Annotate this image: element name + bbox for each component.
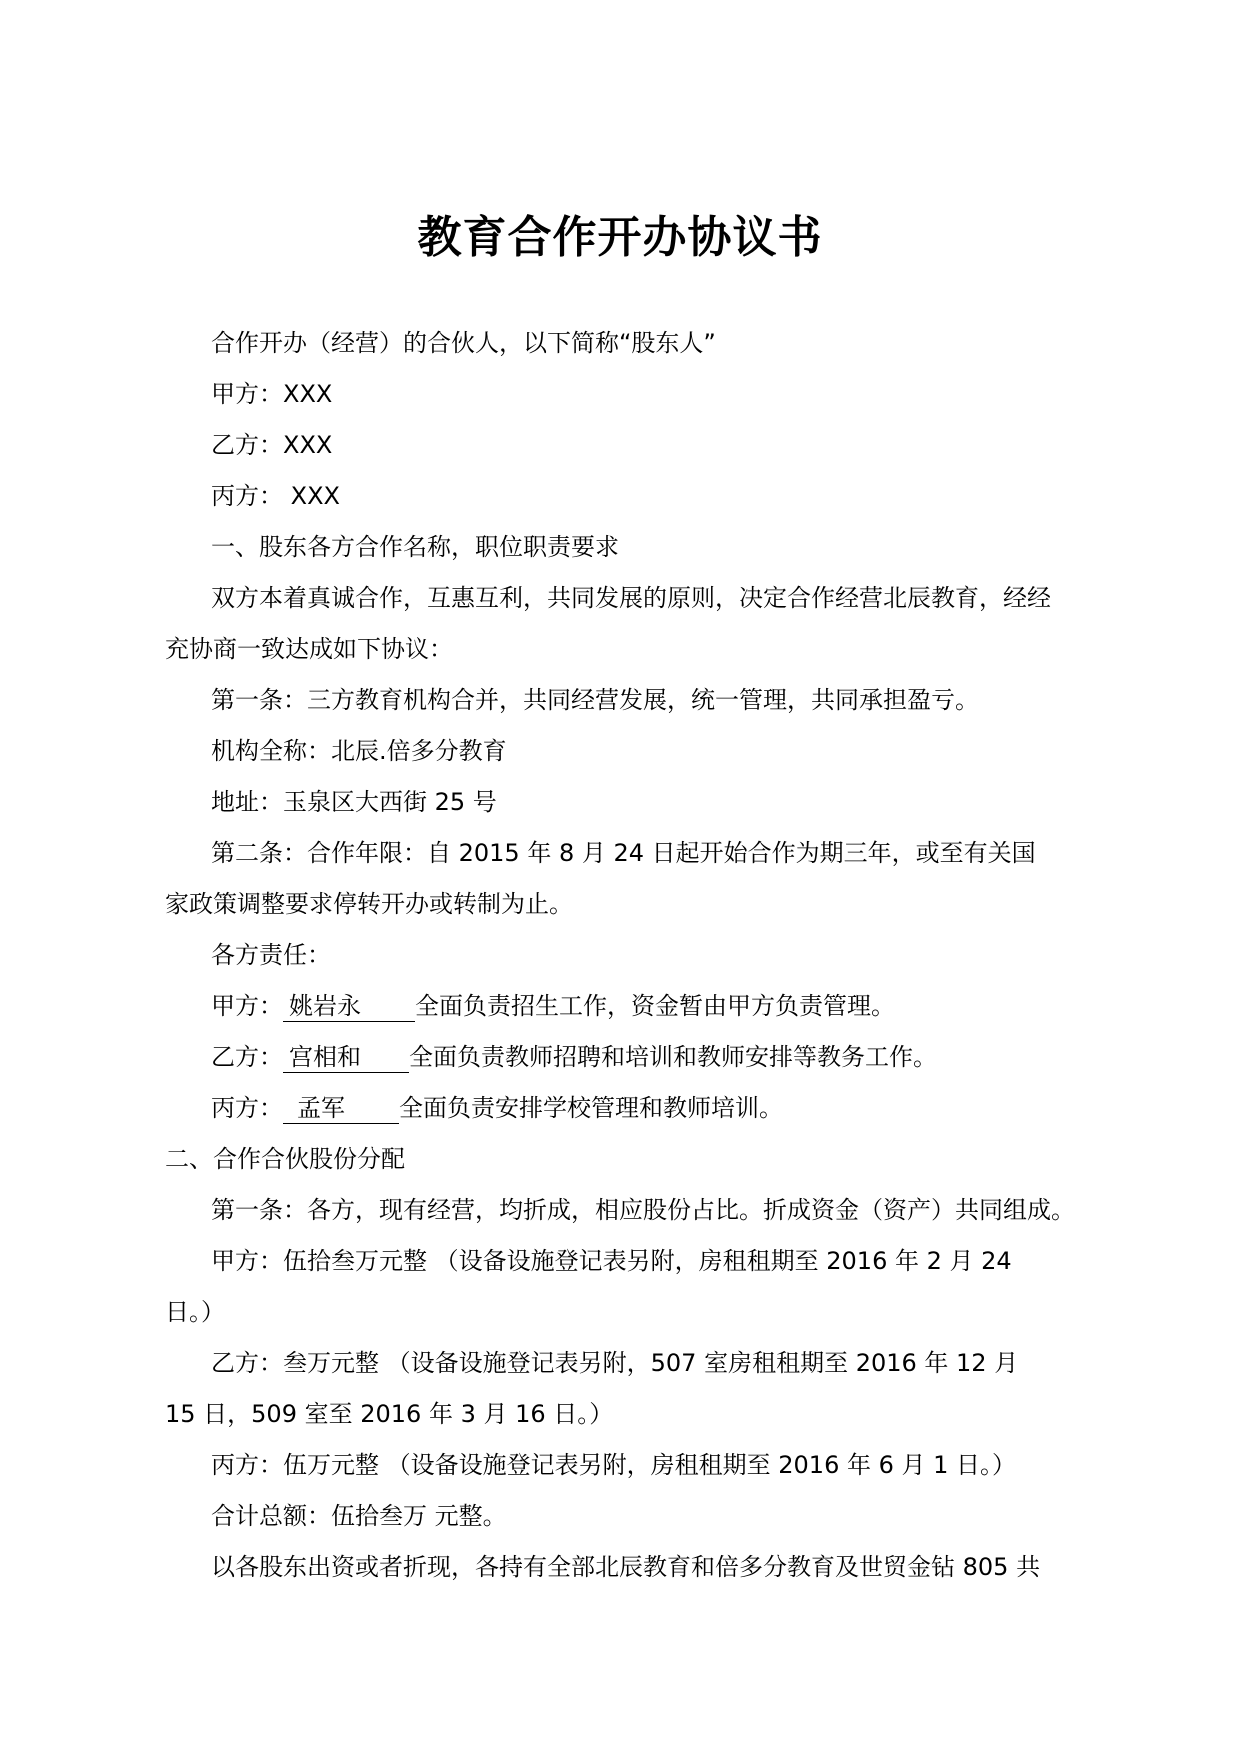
section1-article2-line2: 家政策调整要求停转开办或转制为止。: [165, 890, 573, 918]
duty-c-text: 全面负责安排学校管理和教师培训。: [399, 1094, 783, 1122]
section1-article1: 第一条：三方教育机构合并，共同经营发展，统一管理，共同承担盈亏。: [211, 686, 979, 714]
party-c-line: 丙方： XXX: [211, 482, 340, 510]
address-line: 地址：玉泉区大西街 25 号: [211, 788, 497, 816]
duties-heading: 各方责任：: [211, 941, 331, 969]
duty-c-line: [165, 1083, 1105, 1134]
document-title: 教育合作开办协议书: [417, 212, 823, 263]
duty-a-label: 甲方：: [211, 992, 283, 1020]
duty-a-line: [165, 981, 1105, 1032]
share-b-line1: 乙方：叁万元整 （设备设施登记表另附，507 室房租租期至 2016 年 12 月: [211, 1349, 1019, 1377]
duty-b-line: [165, 1032, 1105, 1083]
org-name-line: 机构全称：北辰.倍多分教育: [211, 737, 507, 765]
intro-paragraph: 合作开办（经营）的合伙人，以下简称“股东人”: [211, 329, 716, 357]
section1-para1-line2: 充协商一致达成如下协议：: [165, 635, 453, 663]
party-b-line: 乙方：XXX: [211, 431, 333, 459]
share-c-line: 丙方：伍万元整 （设备设施登记表另附，房租租期至 2016 年 6 月 1 日。）: [211, 1451, 1017, 1479]
party-a-line: 甲方：XXX: [211, 380, 333, 408]
section1-article2-line1: 第二条：合作年限：自 2015 年 8 月 24 日起开始合作为期三年，或至有关国: [211, 839, 1036, 867]
duty-b-text: 全面负责教师招聘和培训和教师安排等教务工作。: [409, 1043, 937, 1071]
section1-para1-line1: 双方本着真诚合作，互惠互利，共同发展的原则，决定合作经营北辰教育，经经: [211, 584, 1051, 612]
duty-c-label: 丙方：: [211, 1094, 283, 1122]
section1-heading: 一、股东各方合作名称，职位职责要求: [211, 533, 619, 561]
closing-line: 以各股东出资或者折现，各持有全部北辰教育和倍多分教育及世贸金钻 805 共: [211, 1553, 1041, 1581]
share-a-line2: 日。）: [165, 1298, 225, 1326]
share-b-line2: 15 日，509 室至 2016 年 3 月 16 日。）: [165, 1400, 614, 1428]
duty-b-label: 乙方：: [211, 1043, 283, 1071]
section2-article1: 第一条：各方，现有经营，均折成，相应股份占比。折成资金（资产）共同组成。: [211, 1196, 1075, 1224]
document-body: [165, 318, 1105, 1593]
duty-a-text: 全面负责招生工作，资金暂由甲方负责管理。: [415, 992, 895, 1020]
section2-heading: 二、合作合伙股份分配: [165, 1145, 405, 1173]
share-a-line1: 甲方：伍拾叁万元整 （设备设施登记表另附，房租租期至 2016 年 2 月 24: [211, 1247, 1012, 1275]
duty-b-name: 宫相和: [283, 1042, 409, 1073]
duty-c-name: 孟军: [283, 1093, 399, 1124]
total-line: 合计总额：伍拾叁万 元整。: [211, 1502, 507, 1530]
duty-a-name: 姚岩永: [283, 991, 415, 1022]
